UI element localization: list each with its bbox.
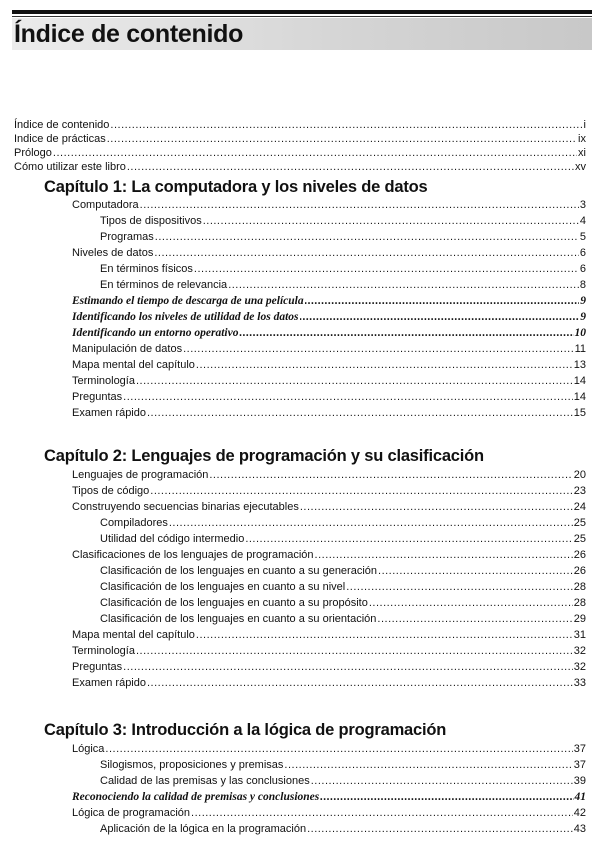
toc-entry-page: 13	[573, 359, 586, 371]
front-matter-list	[14, 118, 586, 174]
toc-entry-page: ix	[578, 133, 586, 145]
toc-entry-page: 42	[573, 807, 586, 819]
toc-entry[interactable]	[72, 741, 586, 757]
toc-entry-page: 31	[573, 629, 586, 641]
toc-entry-page: 28	[573, 581, 586, 593]
toc-entry-label: Lógica	[72, 743, 105, 755]
toc-entry-page: 20	[573, 469, 586, 481]
toc-entry-label: Terminología	[72, 375, 135, 387]
toc-entry[interactable]	[72, 277, 586, 293]
dot-leader	[209, 467, 572, 483]
toc-entry-page: 5	[579, 231, 586, 243]
dot-leader	[196, 357, 573, 373]
toc-entry-label: Reconociendo la calidad de premisas y conclusiones	[72, 791, 320, 803]
dot-leader	[346, 579, 573, 595]
toc-entry-page: 25	[573, 517, 586, 529]
toc-entry-label: Manipulación de datos	[72, 343, 183, 355]
dot-leader	[196, 627, 573, 643]
toc-entry-label: Compiladores	[100, 517, 168, 529]
toc-entry[interactable]	[72, 627, 586, 643]
toc-entry[interactable]	[72, 611, 586, 627]
toc-entry-label: Clasificación de los lenguajes en cuanto a su orientación	[100, 613, 377, 625]
toc-entry[interactable]	[72, 579, 586, 595]
toc-entry-page: 43	[573, 823, 586, 835]
dot-leader	[147, 675, 573, 691]
toc-entry-label: Estimando el tiempo de descarga de una película	[72, 295, 304, 307]
toc-entry-page: xi	[578, 147, 586, 159]
dot-leader	[127, 160, 574, 174]
dot-leader	[300, 499, 573, 515]
toc-entry-label: Preguntas	[72, 391, 123, 403]
toc-entry[interactable]	[72, 483, 586, 499]
toc-practice-entry[interactable]	[72, 293, 586, 309]
toc-entry[interactable]	[72, 675, 586, 691]
toc-entry[interactable]	[72, 197, 586, 213]
toc-entry-page: 6	[579, 247, 586, 259]
toc-entry[interactable]	[14, 160, 586, 174]
toc-entry[interactable]	[72, 515, 586, 531]
toc-entry-label: Cómo utilizar este libro	[14, 161, 126, 173]
toc-entry-page: 3	[579, 199, 586, 211]
toc-entry-page: 8	[579, 279, 586, 291]
toc-entry-label: En términos de relevancia	[100, 279, 228, 291]
toc-entry-page: 26	[573, 565, 586, 577]
toc-entry-page: 23	[573, 485, 586, 497]
toc-entry-page: 25	[573, 533, 586, 545]
dot-leader	[105, 741, 572, 757]
toc-practice-entry[interactable]	[72, 325, 586, 341]
toc-entry-page: 41	[574, 791, 586, 803]
toc-entry-page: xv	[575, 161, 586, 173]
toc-entry-label: Mapa mental del capítulo	[72, 359, 195, 371]
toc-entry[interactable]	[72, 261, 586, 277]
toc-entry[interactable]	[72, 229, 586, 245]
dot-leader	[123, 389, 573, 405]
dot-leader	[377, 611, 572, 627]
toc-entry[interactable]	[72, 531, 586, 547]
dot-leader	[107, 132, 577, 146]
toc-entry-label: Examen rápido	[72, 407, 146, 419]
toc-entry-page: 32	[573, 645, 586, 657]
toc-entry-page: 14	[573, 391, 586, 403]
dot-leader	[284, 757, 572, 773]
toc-entry-page: 39	[573, 775, 586, 787]
dot-leader	[194, 261, 579, 277]
dot-leader	[169, 515, 573, 531]
dot-leader	[140, 197, 579, 213]
header-rule-thin	[12, 16, 592, 17]
toc-entry-label: Utilidad del código intermedio	[100, 533, 245, 545]
toc-entry-page: 32	[573, 661, 586, 673]
dot-leader	[378, 563, 573, 579]
toc-entry-label: Examen rápido	[72, 677, 146, 689]
dot-leader	[307, 821, 573, 837]
toc-entry[interactable]	[72, 245, 586, 261]
toc-entry[interactable]	[14, 118, 586, 132]
dot-leader	[110, 118, 582, 132]
chapter-heading: Capítulo 3: Introducción a la lógica de programación	[44, 721, 447, 739]
toc-entry-label: Tipos de dispositivos	[100, 215, 202, 227]
toc-entry-page: 4	[579, 215, 586, 227]
toc-entry[interactable]	[14, 146, 586, 160]
toc-entry-page: 9	[580, 311, 586, 323]
toc-entry-page: 37	[573, 743, 586, 755]
page-title: Índice de contenido	[14, 20, 244, 48]
toc-entry-label: Clasificación de los lenguajes en cuanto a su nivel	[100, 581, 346, 593]
toc-entry-label: Lógica de programación	[72, 807, 191, 819]
toc-entry-label: Identificando los niveles de utilidad de los datos	[72, 311, 299, 323]
dot-leader	[136, 373, 573, 389]
toc-entry-label: Aplicación de la lógica en la programación	[100, 823, 307, 835]
toc-entry-label: En términos físicos	[100, 263, 193, 275]
toc-entry-label: Computadora	[72, 199, 139, 211]
toc-entry-page: i	[583, 119, 586, 131]
toc-entry-label: Clasificaciones de los lenguajes de programación	[72, 549, 314, 561]
toc-entry-page: 14	[573, 375, 586, 387]
toc-entry-page: 29	[573, 613, 586, 625]
chapter-heading: Capítulo 1: La computadora y los niveles de datos	[44, 178, 428, 196]
toc-entry-label: Silogismos, proposiciones y premisas	[100, 759, 284, 771]
toc-entry[interactable]	[72, 773, 586, 789]
toc-entry[interactable]	[72, 373, 586, 389]
toc-entry-label: Prólogo	[14, 147, 52, 159]
toc-entry-label: Niveles de datos	[72, 247, 154, 259]
dot-leader	[228, 277, 579, 293]
toc-entry[interactable]	[72, 659, 586, 675]
dot-leader	[154, 245, 579, 261]
toc-entry-label: Calidad de las premisas y las conclusiones	[100, 775, 310, 787]
dot-leader	[320, 789, 573, 805]
dot-leader	[191, 805, 573, 821]
toc-entry-page: 26	[573, 549, 586, 561]
toc-entry[interactable]	[72, 643, 586, 659]
toc-entry[interactable]	[72, 821, 586, 837]
dot-leader	[311, 773, 573, 789]
toc-entry-label: Preguntas	[72, 661, 123, 673]
chapter-1-entries	[72, 197, 586, 421]
dot-leader	[369, 595, 573, 611]
toc-practice-entry[interactable]	[72, 789, 586, 805]
dot-leader	[245, 531, 572, 547]
toc-entry[interactable]	[72, 405, 586, 421]
toc-entry-label: Tipos de código	[72, 485, 150, 497]
dot-leader	[136, 643, 573, 659]
chapter-3-entries	[72, 741, 586, 837]
dot-leader	[53, 146, 577, 160]
toc-practice-entry[interactable]	[72, 309, 586, 325]
toc-entry[interactable]	[72, 805, 586, 821]
toc-entry-page: 6	[579, 263, 586, 275]
dot-leader	[183, 341, 574, 357]
chapter-heading: Capítulo 2: Lenguajes de programación y su clasificación	[44, 447, 484, 465]
toc-entry[interactable]	[72, 563, 586, 579]
toc-entry[interactable]	[72, 757, 586, 773]
dot-leader	[150, 483, 572, 499]
dot-leader	[239, 325, 573, 341]
toc-entry-page: 9	[580, 295, 586, 307]
dot-leader	[203, 213, 579, 229]
toc-entry-label: Clasificación de los lenguajes en cuanto a su propósito	[100, 597, 368, 609]
toc-entry[interactable]	[72, 595, 586, 611]
toc-entry-page: 24	[573, 501, 586, 513]
toc-entry-page: 37	[573, 759, 586, 771]
toc-entry-label: Mapa mental del capítulo	[72, 629, 195, 641]
header-rule-thick	[12, 10, 592, 14]
toc-entry-page: 33	[573, 677, 586, 689]
toc-entry-label: Indice de prácticas	[14, 133, 106, 145]
toc-entry-label: Lenguajes de programación	[72, 469, 209, 481]
toc-entry-label: Terminología	[72, 645, 135, 657]
toc-entry-page: 10	[574, 327, 586, 339]
dot-leader	[155, 229, 579, 245]
toc-entry-page: 15	[573, 407, 586, 419]
toc-entry-label: Índice de contenido	[14, 119, 110, 131]
chapter-2-entries	[72, 467, 586, 691]
toc-entry-label: Programas	[100, 231, 154, 243]
toc-entry[interactable]	[72, 499, 586, 515]
dot-leader	[315, 547, 573, 563]
toc-entry[interactable]	[72, 467, 586, 483]
dot-leader	[305, 293, 580, 309]
toc-entry[interactable]	[72, 341, 586, 357]
toc-entry-label: Clasificación de los lenguajes en cuanto a su generación	[100, 565, 378, 577]
dot-leader	[300, 309, 580, 325]
toc-entry-page: 11	[574, 343, 586, 355]
toc-entry-page: 28	[573, 597, 586, 609]
toc-entry[interactable]	[72, 213, 586, 229]
toc-entry[interactable]	[72, 547, 586, 563]
toc-entry-label: Construyendo secuencias binarias ejecutables	[72, 501, 299, 513]
toc-entry[interactable]	[72, 389, 586, 405]
toc-entry[interactable]	[14, 132, 586, 146]
dot-leader	[147, 405, 573, 421]
dot-leader	[123, 659, 573, 675]
toc-entry-label: Identificando un entorno operativo	[72, 327, 239, 339]
toc-entry[interactable]	[72, 357, 586, 373]
